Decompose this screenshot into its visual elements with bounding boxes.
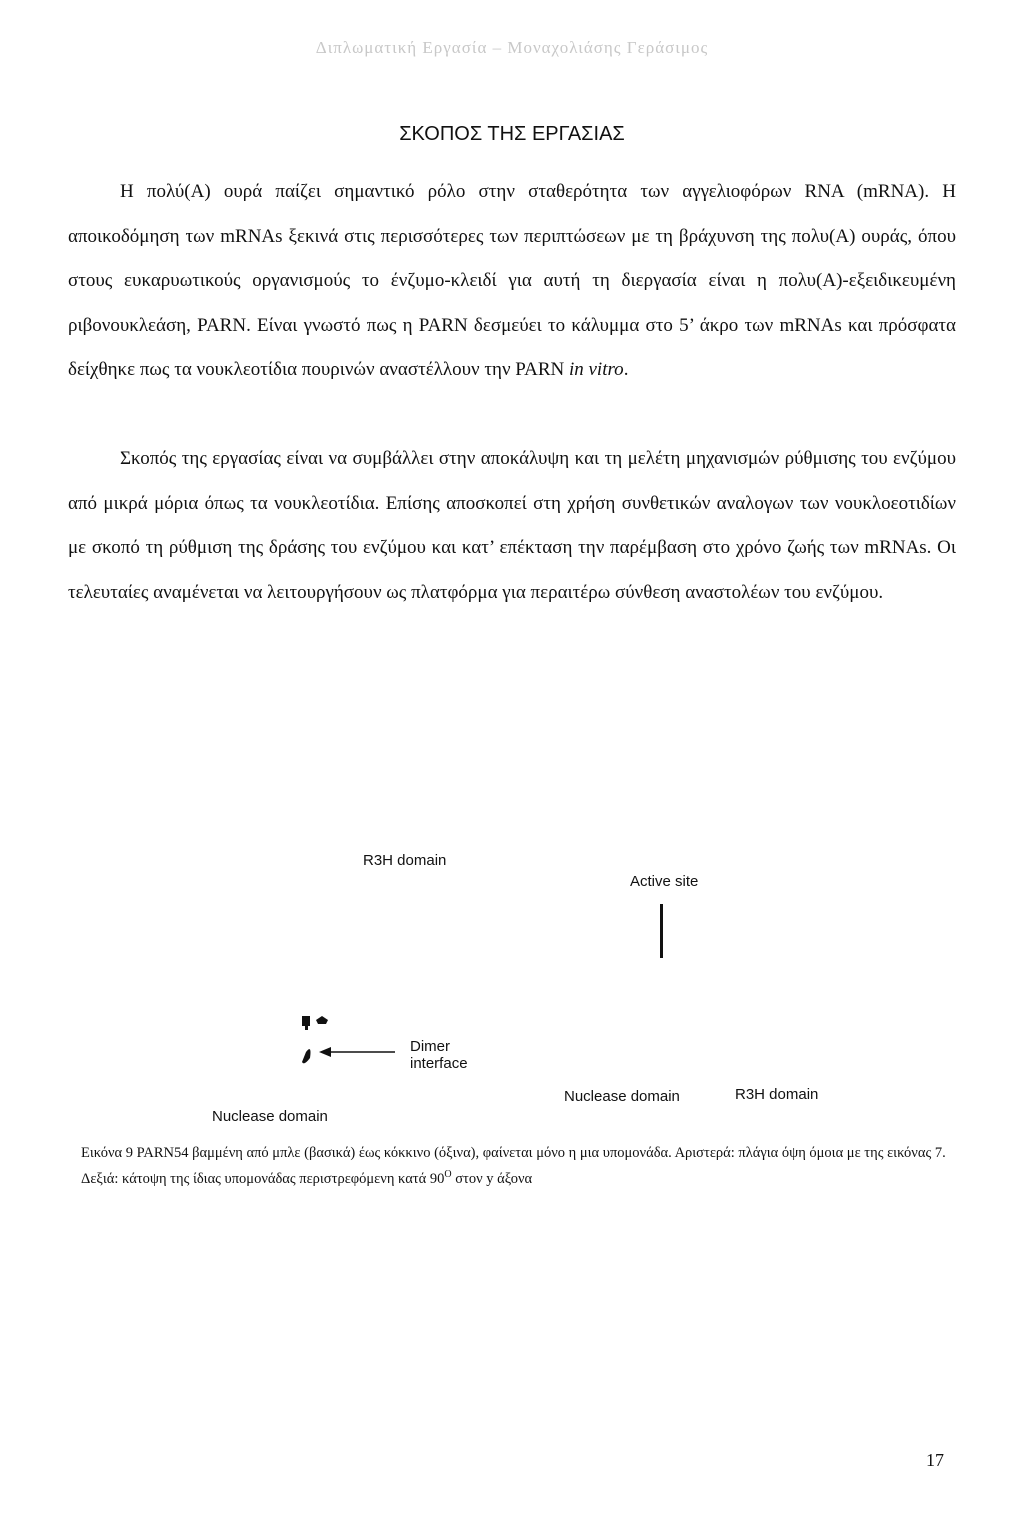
label-nuclease-domain-left: Nuclease domain [212, 1108, 328, 1125]
caption-superscript: O [444, 1169, 452, 1180]
structure-fragment-graphic [288, 1008, 358, 1078]
running-header: Διπλωματική Εργασία – Μοναχολιάσης Γεράσιμος [315, 38, 709, 57]
caption-text-b: στον y άξονα [451, 1170, 533, 1187]
paragraph-1-text: Η πολύ(Α) ουρά παίζει σημαντικό ρόλο στην σταθερότητα των αγγελιοφόρων RNA (mRNA). Η αποικοδόμηση των mRNAs ξεκινά στις περισσότερες των περιπτώσεων με τη βράχυνση της πολυ(Α) ουράς, όπου στους ευκαρυωτικούς οργανισμούς το ένζυμο-κλειδί για αυτή τη διεργασία είναι η πολυ(Α)-εξειδικευμένη ριβονουκλεάση, PARN. Είναι γνωστό πως η PARN δεσμεύει το κάλυμμα στο 5’ άκρο των mRNAs και πρόσφατα δείχθηκε πως τα νουκλεοτίδια πουρινών αναστέλλουν την PARN [68, 181, 956, 380]
arrow-left-icon [317, 1045, 397, 1059]
paragraph-1 [68, 170, 956, 393]
paragraph-2 [68, 437, 956, 615]
label-nuclease-domain-right: Nuclease domain [564, 1088, 680, 1105]
label-dimer-line2: interface [410, 1055, 468, 1072]
paragraph-1-italic: in vitro [568, 359, 624, 380]
page-number: 17 [926, 1450, 944, 1470]
caption-text-a: PARN54 βαμμένη από μπλε (βασικά) έως κόκκινο (όξινα), φαίνεται μόνο η μια υπομονάδα. Αριστερά: πλάγια όψη όμοια με της εικόνας 7. Δεξιά: κάτοψη της ίδιας υπομονάδας περιστρεφόμενη κατά 90 [81, 1145, 946, 1187]
label-r3h-domain-right: R3H domain [735, 1086, 819, 1103]
label-active-site: Active site [630, 873, 699, 890]
figure-9 [0, 840, 1024, 1160]
section-title: ΣΚΟΠΟΣ ΤΗΣ ΕΡΓΑΣΙΑΣ [399, 123, 625, 145]
paragraph-1-end: . [623, 359, 629, 380]
label-dimer-interface [410, 1038, 500, 1072]
active-site-pointer [660, 904, 663, 958]
paragraph-2-text: Σκοπός της εργασίας είναι να συμβάλλει στην αποκάλυψη και τη μελέτη μηχανισμών ρύθμισης του ενζύμου από μικρά μόρια όπως τα νουκλεοτίδια. Επίσης αποσκοπεί στη χρήση συνθετικών αναλογων των νουκλοεοτιδίων με σκοπό τη ρύθμιση της δράσης του ενζύμου και κατ’ επέκταση την παρέμβαση στο χρόνο ζωής των mRNAs. Οι τελευταίες αναμένεται να λειτουργήσουν ως πλατφόρμα για περαιτέρω σύνθεση αναστολέων του ενζύμου. [68, 448, 956, 603]
caption-label: Εικόνα 9 [81, 1145, 134, 1161]
figure-caption [81, 1143, 951, 1190]
label-dimer-line1: Dimer [410, 1038, 450, 1055]
label-r3h-domain-left: R3H domain [363, 852, 447, 869]
